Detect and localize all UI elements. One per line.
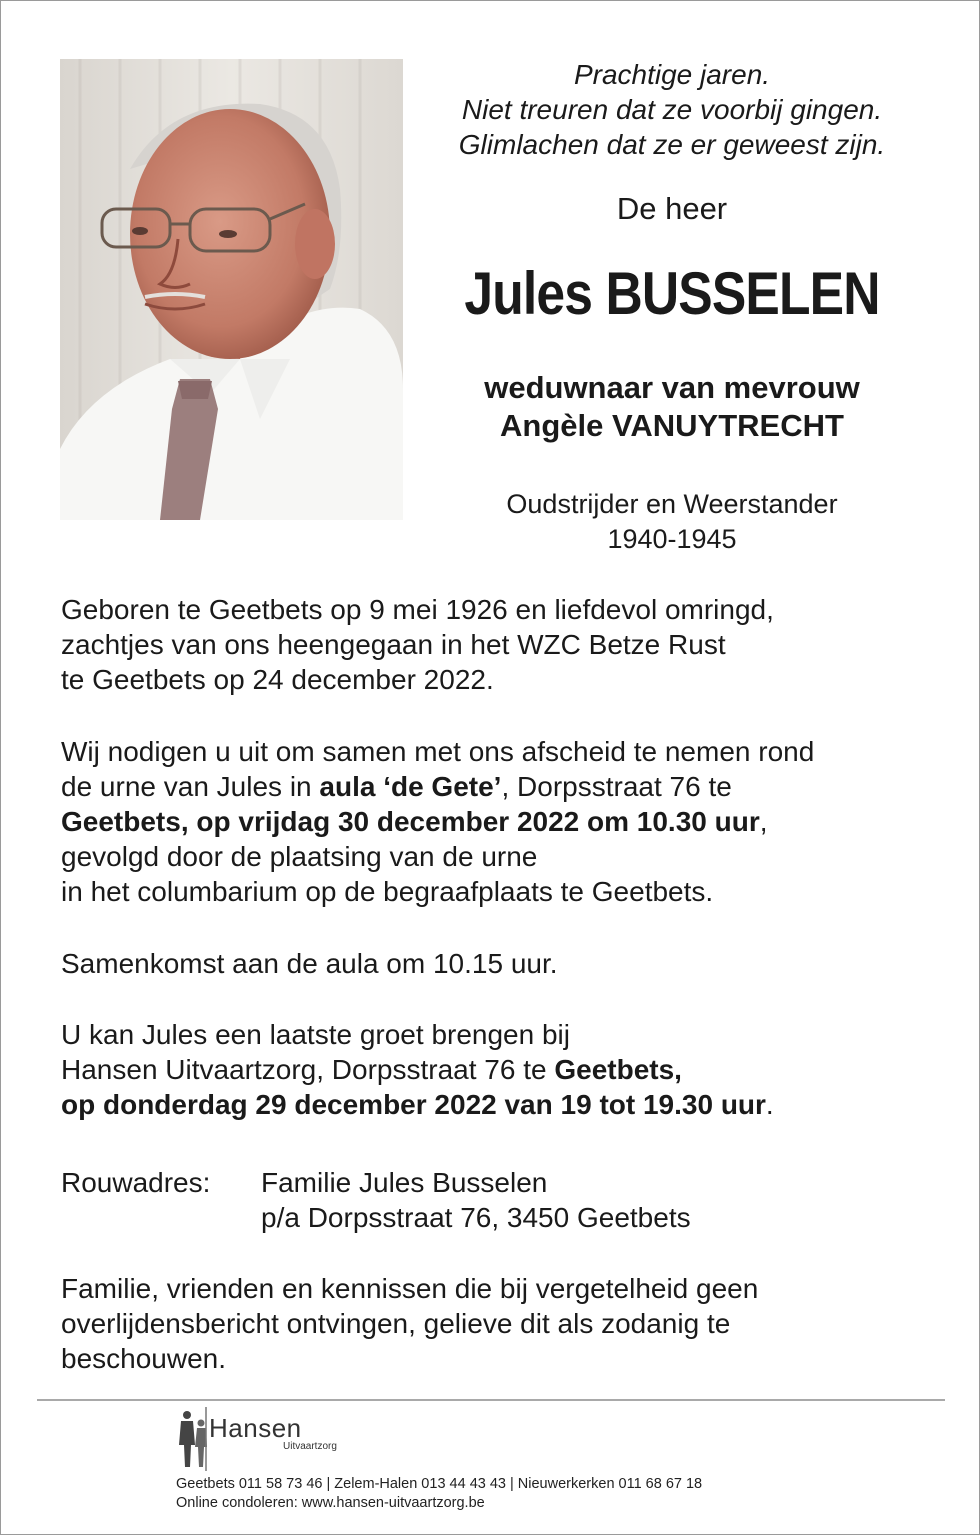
gathering-paragraph [61, 946, 941, 981]
poem [421, 57, 923, 162]
paragraph-line: overlijdensbericht ontvingen, gelieve dit als zodanig te [61, 1308, 731, 1339]
honor-line: Oudstrijder en Weerstander [506, 489, 838, 519]
mourning-address [61, 1165, 941, 1235]
paragraph-line [61, 804, 941, 839]
ceremony-paragraph [61, 734, 941, 909]
logo-name: Hansen [209, 1413, 302, 1443]
paragraph-line [61, 1087, 941, 1122]
paragraph-line: in het columbarium op de begraafplaats te Geetbets. [61, 876, 714, 907]
venue-name: aula ‘de Gete’ [319, 771, 502, 802]
portrait-photo [60, 59, 403, 520]
ceremony-datetime: Geetbets, op vrijdag 30 december 2022 om 10.30 uur [61, 806, 760, 837]
address-spacer [61, 1200, 261, 1235]
portrait-illustration [60, 59, 403, 520]
figures-icon [173, 1405, 213, 1471]
funeral-home-logo [173, 1405, 433, 1471]
paragraph-line: te Geetbets op 24 december 2022. [61, 664, 494, 695]
address-label: Rouwadres: [61, 1167, 211, 1198]
spouse-line: Angèle VANUYTRECHT [500, 408, 844, 443]
paragraph-line: zachtjes van ons heengegaan in het WZC Betze Rust [61, 629, 726, 660]
paragraph-line [61, 1052, 941, 1087]
paragraph-line: Samenkomst aan de aula om 10.15 uur. [61, 948, 558, 979]
logo-subtitle: Uitvaartzorg [283, 1441, 337, 1452]
footer-divider [37, 1399, 945, 1401]
visitation-paragraph [61, 1017, 941, 1122]
text-run: . [765, 1089, 774, 1120]
spouse-line: weduwnaar van mevrouw [484, 370, 860, 405]
paragraph-line: gevolgd door de plaatsing van de urne [61, 841, 538, 872]
address-row [61, 1165, 941, 1200]
text-run: , Dorpsstraat 76 te [501, 771, 732, 802]
honor-line: 1940-1945 [607, 524, 737, 554]
birth-death-paragraph [61, 592, 941, 697]
notice-paragraph [61, 1271, 941, 1376]
address-line: p/a Dorpsstraat 76, 3450 Geetbets [261, 1202, 691, 1233]
spouse-info [421, 369, 923, 445]
phone-numbers: Geetbets 011 58 73 46 | Zelem-Halen 013 44 43 43 | Nieuwerkerken 011 68 67 18 [176, 1476, 703, 1492]
paragraph-line: Wij nodigen u uit om samen met ons afscheid te nemen rond [61, 736, 815, 767]
poem-line: Glimlachen dat ze er geweest zijn. [458, 129, 886, 160]
text-run: de urne van Jules in [61, 771, 320, 802]
footer-contacts [176, 1475, 702, 1513]
honorific: De heer [616, 191, 728, 226]
veteran-honor [421, 487, 923, 557]
condolence-link[interactable]: Online condoleren: www.hansen-uitvaartzorg.be [176, 1495, 485, 1511]
visitation-place: Geetbets, [554, 1054, 682, 1085]
deceased-name: Jules BUSSELEN [464, 260, 880, 327]
address-line: Familie Jules Busselen [261, 1167, 548, 1198]
paragraph-line: U kan Jules een laatste groet brengen bij [61, 1019, 570, 1050]
paragraph-line [61, 769, 941, 804]
visitation-datetime: op donderdag 29 december 2022 van 19 tot 19.30 uur [61, 1089, 766, 1120]
text-run: Hansen Uitvaartzorg, Dorpsstraat 76 te [61, 1054, 555, 1085]
poem-line: Prachtige jaren. [573, 59, 771, 90]
paragraph-line: Familie, vrienden en kennissen die bij vergetelheid geen [61, 1273, 759, 1304]
poem-line: Niet treuren dat ze voorbij gingen. [461, 94, 883, 125]
text-run: , [759, 806, 768, 837]
address-row [61, 1200, 941, 1235]
paragraph-line: Geboren te Geetbets op 9 mei 1926 en liefdevol omringd, [61, 594, 774, 625]
paragraph-line: beschouwen. [61, 1343, 227, 1374]
